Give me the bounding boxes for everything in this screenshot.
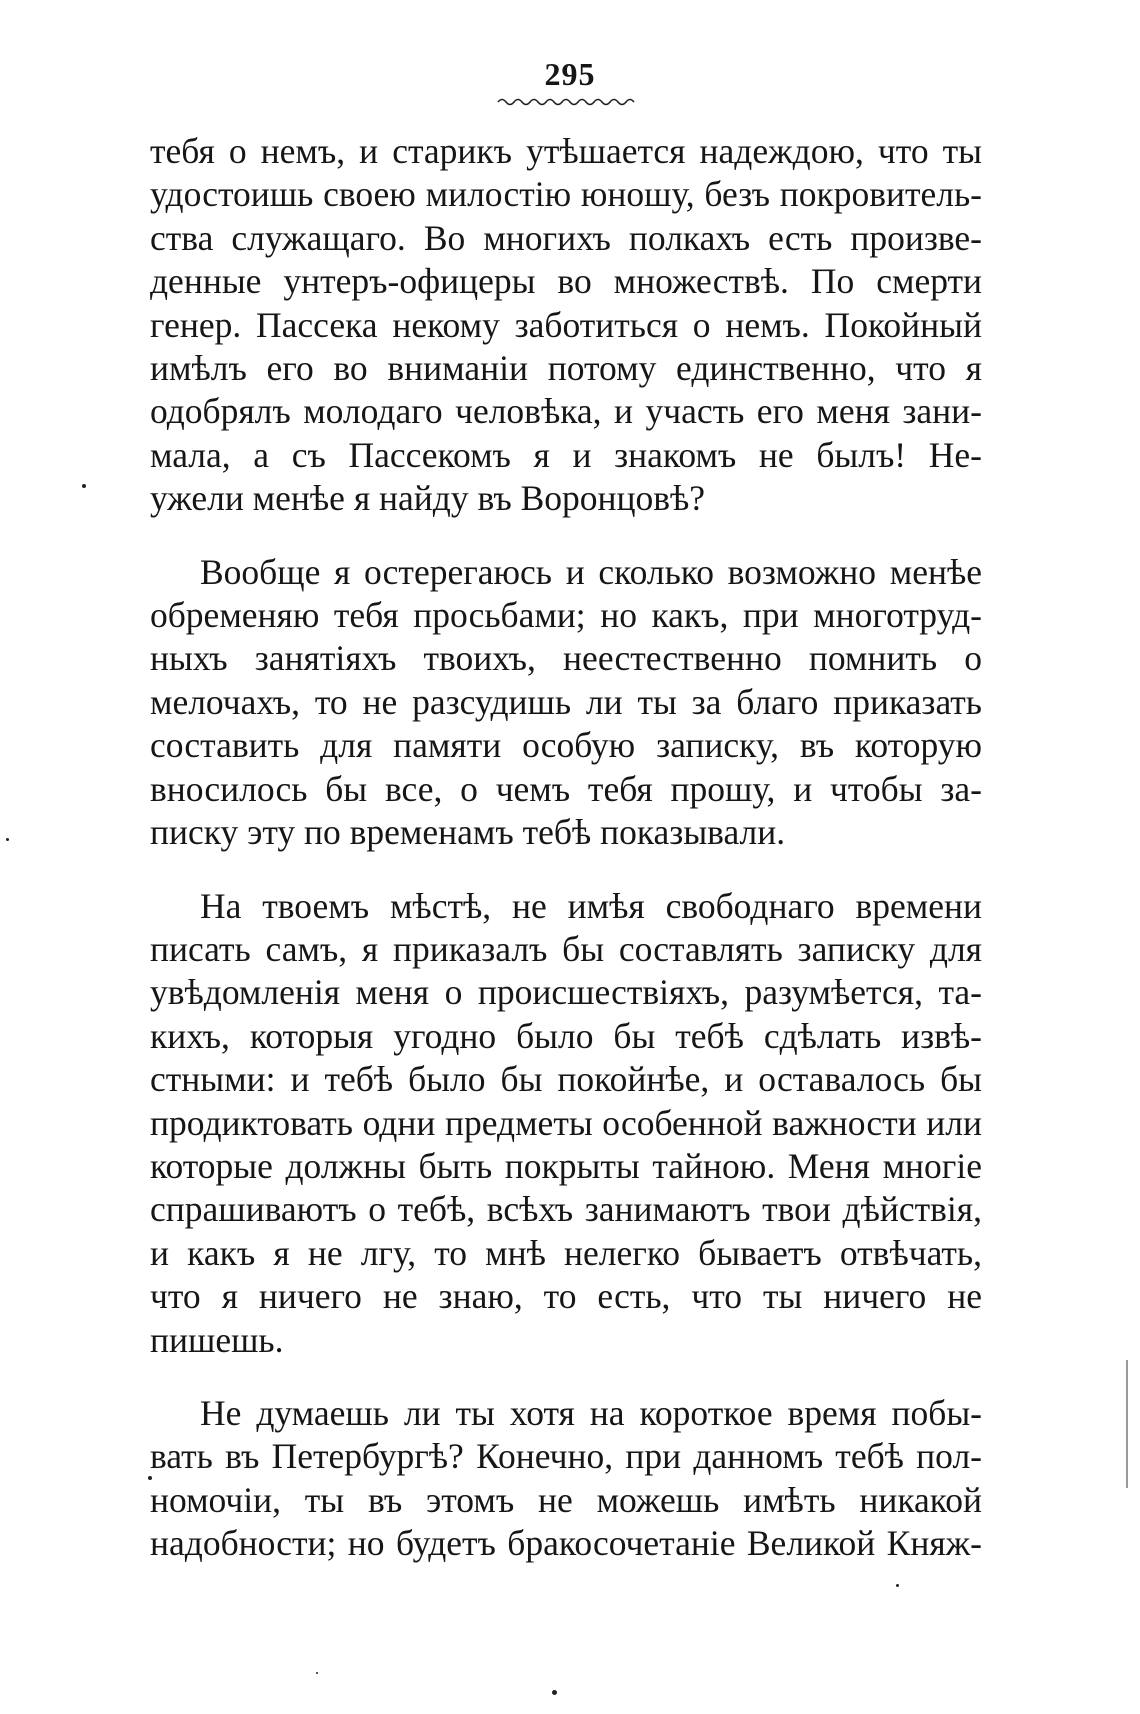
paragraph xyxy=(150,551,982,855)
wavy-rule-ornament xyxy=(496,96,636,108)
scan-speck xyxy=(896,1584,899,1587)
text-line: ныхъ занятіяхъ твоихъ, неестественно помнить о xyxy=(150,638,982,679)
page-body xyxy=(150,130,982,1566)
text-line: пишешь. xyxy=(150,1319,284,1360)
text-line: стными: и тебѣ было бы покойнѣе, и оставалось бы xyxy=(150,1059,982,1100)
text-line: составить для памяти особую записку, въ которую xyxy=(150,725,982,766)
text-line: ужели менѣе я найду въ Воронцовѣ? xyxy=(150,478,706,519)
text-line: ства служащаго. Во многихъ полкахъ есть произве- xyxy=(150,217,982,258)
text-line: удостоишь своею милостію юношу, безъ покровитель- xyxy=(150,174,982,215)
text-line: денные унтеръ-офицеры во множествѣ. По смерти xyxy=(150,261,982,302)
paragraph xyxy=(150,1392,982,1566)
text-line: кихъ, которыя угодно было бы тебѣ сдѣлать извѣ- xyxy=(150,1015,982,1056)
text-line: писать самъ, я приказалъ бы составлять записку для xyxy=(150,928,982,969)
text-line: тебя о немъ, и старикъ утѣшается надеждою, что ты xyxy=(150,131,982,171)
scan-speck xyxy=(82,484,86,488)
text-line: генер. Пассека некому заботиться о немъ. Покойный xyxy=(150,304,982,345)
paragraph xyxy=(150,130,982,521)
text-line: Вообще я остерегаюсь и сколько возможно менѣе xyxy=(200,551,982,592)
text-line: мелочахъ, то не разсудишь ли ты за благо приказать xyxy=(150,681,982,722)
text-line: Не думаешь ли ты хотя на короткое время побы- xyxy=(200,1392,982,1433)
text-line: которые должны быть покрыты тайною. Меня многіе xyxy=(150,1145,982,1186)
text-line: писку эту по временамъ тебѣ показывали. xyxy=(150,812,786,853)
page-edge-line xyxy=(1126,1360,1128,1488)
text-line: спрашиваютъ о тебѣ, всѣхъ занимаютъ твои дѣйствія, xyxy=(150,1189,982,1230)
text-line: имѣлъ его во вниманіи потому единственно, что я xyxy=(150,348,982,389)
scan-speck xyxy=(552,1690,557,1695)
text-line: одобрялъ молодаго человѣка, и участь его меня зани- xyxy=(150,391,982,432)
text-line: номочіи, ты въ этомъ не можешь имѣть никакой xyxy=(150,1479,982,1520)
text-line: и какъ я не лгу, то мнѣ нелегко бываетъ отвѣчать, xyxy=(150,1232,982,1273)
page-number: 295 xyxy=(544,56,596,92)
scan-speck xyxy=(148,1476,152,1480)
text-line: обременяю тебя просьбами; но какъ, при многотруд- xyxy=(150,595,982,636)
text-line: увѣдомленія меня о происшествіяхъ, разумѣется, та- xyxy=(150,972,982,1013)
text-line: продиктовать одни предметы особенной важности или xyxy=(150,1102,982,1143)
text-line: На твоемъ мѣстѣ, не имѣя свободнаго времени xyxy=(200,885,982,926)
scan-speck xyxy=(316,1672,318,1674)
text-line: мала, а съ Пассекомъ я и знакомъ не былъ! Не- xyxy=(150,434,982,475)
text-line: что я ничего не знаю, то есть, что ты ничего не xyxy=(150,1276,982,1317)
text-line: надобности; но будетъ бракосочетаніе Великой Княж- xyxy=(150,1523,982,1564)
text-line: вносилось бы все, о чемъ тебя прошу, и чтобы за- xyxy=(150,768,982,809)
text-line: вать въ Петербургѣ? Конечно, при данномъ тебѣ пол- xyxy=(150,1436,982,1477)
paragraph xyxy=(150,885,982,1362)
scan-speck xyxy=(6,838,9,841)
